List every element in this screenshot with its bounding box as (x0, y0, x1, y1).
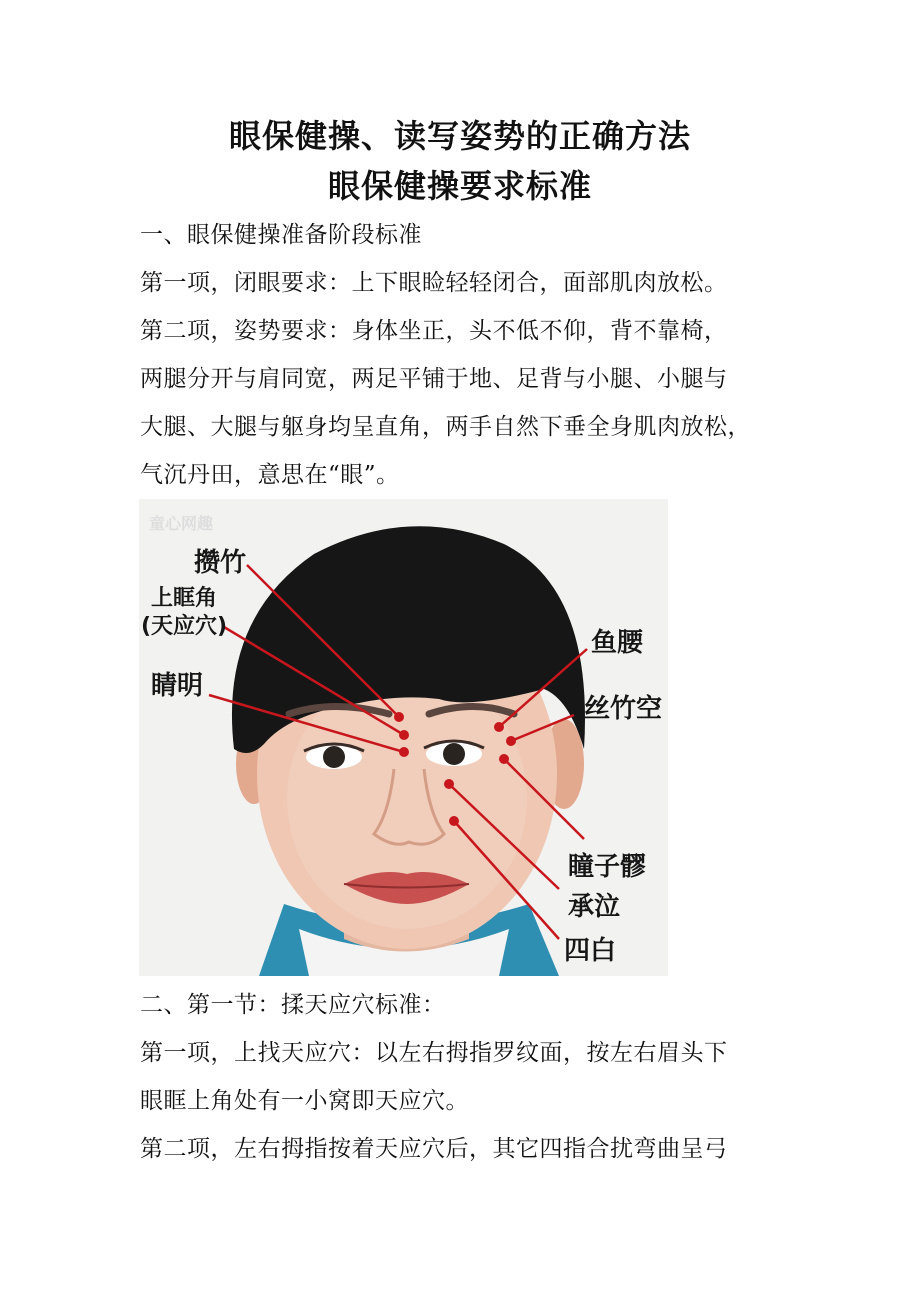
dot-sizhukong (506, 736, 516, 746)
right-pupil (443, 743, 465, 765)
label-yuyao: 鱼腰 (591, 628, 644, 658)
label-jingming: 睛明 (151, 671, 204, 701)
label-sibai: 四白 (564, 936, 617, 966)
paragraph-line: 眼眶上角处有一小窝即天应穴。 (140, 1088, 469, 1114)
dot-sibai (449, 816, 459, 826)
label-tianyingxue: (天应穴) (141, 614, 228, 639)
label-shangkuangjiao: 上眶角 (151, 586, 218, 611)
label-zanzhu: 攒竹 (194, 548, 247, 578)
dot-chengqi (444, 779, 454, 789)
paragraph-line: 气沉丹田，意思在“眼”。 (140, 462, 400, 488)
watermark: 童心网趣 (149, 514, 214, 533)
paragraph-line: 第二项，左右拇指按着天应穴后，其它四指合扰弯曲呈弓 (140, 1136, 728, 1162)
paragraph-line: 第二项，姿势要求：身体坐正，头不低不仰，背不靠椅， (140, 318, 728, 344)
paragraph-line: 大腿、大腿与躯身均呈直角，两手自然下垂全身肌肉放松， (140, 414, 751, 440)
document-subtitle: 眼保健操要求标准 (327, 167, 592, 205)
dot-zanzhu (394, 712, 404, 722)
left-pupil (323, 746, 345, 768)
paragraph-line: 第一项，闭眼要求：上下眼睑轻轻闭合，面部肌肉放松。 (140, 270, 728, 296)
dot-tongziliao (499, 754, 509, 764)
dot-jingming (399, 747, 409, 757)
dot-tianying (399, 730, 409, 740)
dot-yuyao (494, 722, 504, 732)
acupoint-figure (139, 499, 668, 976)
label-sizhukong: 丝竹空 (584, 694, 663, 724)
label-chengqi: 承泣 (568, 892, 621, 922)
paragraph-line: 两腿分开与肩同宽，两足平铺于地、足背与小腿、小腿与 (140, 366, 728, 392)
acupoint-diagram (139, 499, 668, 976)
section-heading-prep: 一、眼保健操准备阶段标准 (140, 222, 422, 248)
document-title: 眼保健操、读写姿势的正确方法 (228, 117, 691, 155)
label-tongziliao: 瞳子髎 (568, 852, 647, 882)
section-heading-step1: 二、第一节：揉天应穴标准： (140, 992, 446, 1018)
paragraph-line: 第一项，上找天应穴：以左右拇指罗纹面，按左右眉头下 (140, 1040, 728, 1066)
